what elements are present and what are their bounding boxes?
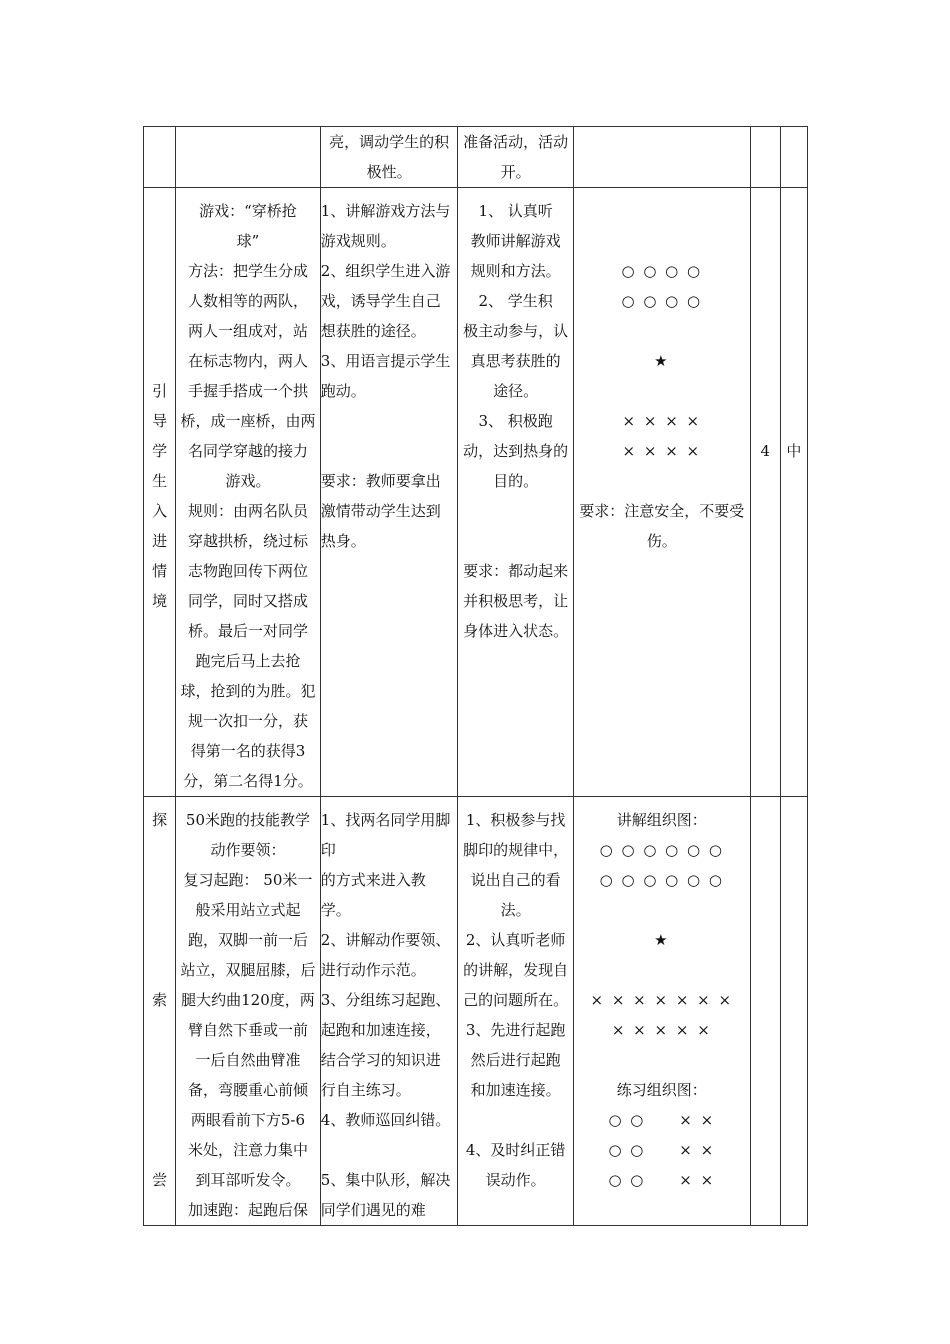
stage-char: 情	[152, 562, 168, 580]
text-line: 一后自然曲臂准	[195, 1051, 301, 1069]
text-line: 目的。	[493, 472, 539, 490]
text-line: 1、积极参与找	[465, 811, 566, 829]
text-line: 桥。最后一对同学	[187, 622, 308, 640]
stage-char: 境	[152, 592, 168, 610]
text-line: 5、集中队形，解决	[320, 1171, 451, 1189]
explain-diagram-title: 讲解组织图：	[616, 811, 707, 829]
text-line: 复习起跑： 50米一	[183, 871, 313, 889]
stage-char: 引	[152, 382, 168, 400]
text-line: 要求：都动起来	[463, 562, 569, 580]
time-cell	[750, 188, 780, 797]
text-line	[458, 526, 573, 556]
text-line: 2、组织学生进入游	[320, 262, 451, 280]
text-line: 般采用站立式起	[195, 901, 301, 919]
text-line: 米处，注意力集中	[187, 1141, 308, 1159]
text-line: 准备活动，活动	[463, 133, 569, 151]
text-line: 的讲解，发现自	[463, 961, 569, 979]
text-line: 球”	[236, 232, 260, 250]
cross-row: × × × ×	[622, 412, 702, 430]
text-line: 3、先进行起跑	[465, 1021, 566, 1039]
student-cell	[458, 127, 574, 188]
formation-circles	[574, 256, 750, 316]
text-line: 方法：把学生分成	[187, 262, 308, 280]
time-value: 4	[760, 442, 771, 460]
intensity-value: 中	[786, 442, 802, 460]
text-line: 跑完后马上去抢	[195, 652, 301, 670]
text-line: 4、教师巡回纠错。	[320, 1111, 451, 1129]
text-line: 手握手搭成一个拱	[187, 382, 308, 400]
circle-row: ○ ○ ○ ○	[621, 262, 703, 280]
table-row-guide	[144, 188, 808, 797]
text-line: 穿越拱桥，绕过标	[187, 532, 308, 550]
text-line: 1、 认真听	[478, 202, 553, 220]
lesson-plan-table	[143, 126, 808, 1226]
text-line: 规一次扣一分，获	[187, 712, 308, 730]
text-line: 身体进入状态。	[463, 622, 569, 640]
text-line: 极主动参与，认	[463, 322, 569, 340]
text-line: 同学，同时又搭成	[187, 592, 308, 610]
text-line: 腿大约曲120度，两	[181, 991, 315, 1009]
text-line: 极性。	[366, 163, 412, 181]
text-line: 跑，双脚一前一后	[187, 931, 308, 949]
time-cell	[750, 797, 780, 1226]
text-line: 游戏规则。	[320, 232, 396, 250]
formation-crosses	[574, 406, 750, 466]
content-cell	[176, 797, 321, 1226]
student-cell	[458, 188, 574, 797]
table-row-explore	[144, 797, 808, 1226]
organization-cell	[573, 797, 750, 1226]
text-line: 规则：由两名队员	[187, 502, 308, 520]
circle-row: ○ ○ ○ ○	[621, 292, 703, 310]
text-line: 3、 积极跑	[478, 412, 553, 430]
teacher-cell	[320, 188, 458, 797]
text-line: 分，第二名得1分。	[183, 772, 313, 790]
intensity-cell	[780, 797, 807, 1226]
text-line: 印	[320, 841, 336, 859]
cross-row: × × × × × × ×	[590, 991, 734, 1009]
organization-cell	[573, 127, 750, 188]
text-line: 球，抢到的为胜。犯	[180, 682, 316, 700]
text-line: 加速跑：起跑后保	[187, 1201, 308, 1219]
text-line: 真思考获胜的	[470, 352, 561, 370]
text-line: 要求：注意安全，不要受	[579, 502, 745, 520]
explain-crosses	[574, 985, 750, 1045]
teacher-cell	[320, 797, 458, 1226]
text-line: 备，弯腰重心前倾	[187, 1081, 308, 1099]
teacher-star: ★	[654, 931, 670, 949]
text-line: 动作要领：	[210, 841, 286, 859]
content-cell	[176, 127, 321, 188]
intensity-cell	[780, 188, 807, 797]
text-line: 3、用语言提示学生	[320, 352, 451, 370]
text-line: 行自主练习。	[320, 1081, 411, 1099]
text-line: 在标志物内，两人	[187, 352, 308, 370]
stage-cell	[144, 188, 176, 797]
text-line: 伤。	[646, 532, 677, 550]
text-line: 起跑和加速连接，	[320, 1021, 441, 1039]
table-row-continuation	[144, 127, 808, 188]
cross-row: × × × × ×	[611, 1021, 712, 1039]
text-line: 说出自己的看	[470, 871, 561, 889]
text-line: 游戏。	[225, 472, 271, 490]
circle-row: ○ ○ ○ ○ ○ ○	[599, 841, 724, 859]
text-line: 1、讲解游戏方法与	[320, 202, 451, 220]
organization-cell	[573, 188, 750, 797]
time-cell	[750, 127, 780, 188]
text-line: 激情带动学生达到	[320, 502, 441, 520]
text-line: 然后进行起跑	[470, 1051, 561, 1069]
text-line: 跑动。	[320, 382, 366, 400]
cross-row: × × × ×	[622, 442, 702, 460]
explain-circles	[574, 835, 750, 895]
text-line: 亮，调动学生的积	[329, 133, 450, 151]
teacher-cell	[320, 127, 458, 188]
circle-row: ○ ○ ○ ○ ○ ○	[599, 871, 724, 889]
stage-char: 尝	[152, 1171, 168, 1189]
text-line: 误动作。	[485, 1171, 546, 1189]
text-line: 游戏：“穿桥抢	[199, 202, 297, 220]
text-line: 的方式来进入教	[320, 871, 426, 889]
text-line: 脚印的规律中，	[463, 841, 569, 859]
text-line: 人数相等的两队，	[187, 292, 308, 310]
stage-cell	[144, 797, 176, 1226]
text-line: 开。	[500, 163, 531, 181]
stage-char: 学	[152, 442, 168, 460]
text-line: 名同学穿越的接力	[187, 442, 308, 460]
text-line	[458, 1105, 573, 1135]
text-line: 途径。	[493, 382, 539, 400]
practice-row: ○ ○ × ×	[608, 1111, 716, 1129]
text-line: 两眼看前下方5-6	[190, 1111, 306, 1129]
text-line	[321, 436, 458, 466]
text-line: 己的问题所在。	[463, 991, 569, 1009]
text-line: 得第一名的获得3	[190, 742, 306, 760]
text-line: 和加速连接。	[470, 1081, 561, 1099]
text-line: 要求：教师要拿出	[320, 472, 441, 490]
text-line: 同学们遇见的难	[320, 1201, 426, 1219]
text-line: 两人一组成对，站	[187, 322, 308, 340]
text-line: 1、找两名同学用脚	[320, 811, 451, 829]
text-line: 到耳部听发令。	[195, 1171, 301, 1189]
text-line: 进行动作示范。	[320, 961, 426, 979]
safety-note	[574, 496, 750, 556]
text-line: 并积极思考，让	[463, 592, 569, 610]
stage-char: 生	[152, 472, 168, 490]
practice-row: ○ ○ × ×	[608, 1171, 716, 1189]
text-line: 热身。	[320, 532, 366, 550]
text-line: 桥，成一座桥，由两	[180, 412, 316, 430]
text-line: 3、分组练习起跑、	[320, 991, 451, 1009]
text-line: 结合学习的知识进	[320, 1051, 441, 1069]
stage-char: 入	[152, 502, 168, 520]
text-line: 戏，诱导学生自己	[320, 292, 441, 310]
stage-char: 索	[152, 991, 168, 1009]
text-line: 2、 学生积	[478, 292, 553, 310]
stage-cell	[144, 127, 176, 188]
stage-char: 进	[152, 532, 168, 550]
text-line: 动，达到热身的	[463, 442, 569, 460]
student-cell	[458, 797, 574, 1226]
text-line: 4、及时纠正错	[465, 1141, 566, 1159]
text-line: 2、认真听老师	[465, 931, 566, 949]
text-line: 法。	[500, 901, 531, 919]
text-line	[321, 406, 458, 436]
text-line: 50米跑的技能教学	[185, 811, 310, 829]
text-line: 规则和方法。	[470, 262, 561, 280]
text-line: 2、讲解动作要领、	[320, 931, 451, 949]
intensity-cell	[780, 127, 807, 188]
text-line: 教师讲解游戏	[470, 232, 561, 250]
text-line	[458, 496, 573, 526]
practice-diagram-title: 练习组织图：	[616, 1081, 707, 1099]
text-line: 臂自然下垂或一前	[187, 1021, 308, 1039]
text-line	[321, 1135, 458, 1165]
text-line: 站立，双腿屈膝，后	[180, 961, 316, 979]
text-line: 志物跑回传下两位	[187, 562, 308, 580]
stage-char: 导	[152, 412, 168, 430]
teacher-star: ★	[654, 352, 670, 370]
practice-formation	[574, 1105, 750, 1195]
practice-row: ○ ○ × ×	[608, 1141, 716, 1159]
content-cell	[176, 188, 321, 797]
text-line: 学。	[320, 901, 351, 919]
text-line: 想获胜的途径。	[320, 322, 426, 340]
stage-char: 探	[152, 811, 168, 829]
